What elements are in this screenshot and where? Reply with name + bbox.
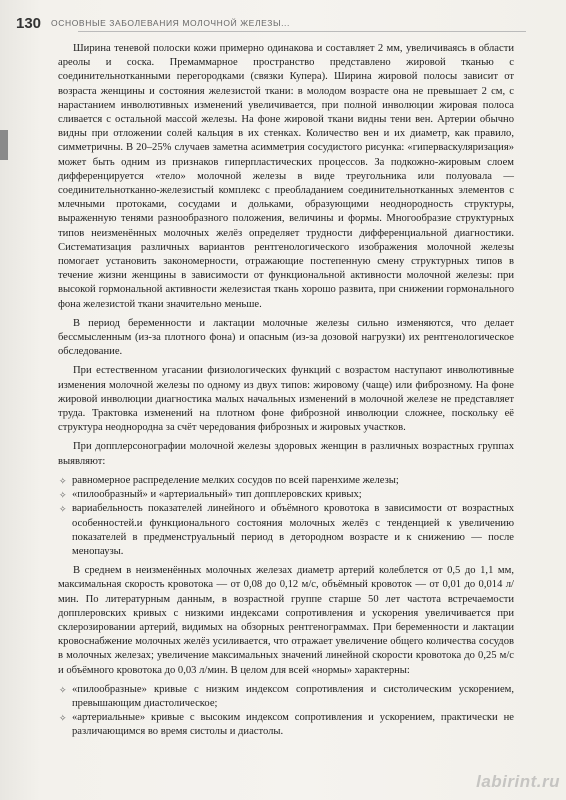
diamond-bullet-icon: ✧ (59, 713, 67, 724)
findings-list-2 (58, 683, 514, 740)
list-item (59, 488, 514, 502)
list-item-text: «артериальные» кривые с высоким индексом сопротивления и ускорением, практически не различающимся во время систолы и диастолы. (72, 712, 514, 738)
diamond-bullet-icon: ✧ (59, 475, 67, 486)
list-item-text: «пилообразные» кривые с низким индексом сопротивления и систолическим ускорением, превышающим диастолическое; (72, 683, 514, 709)
list-item-text: «пилообразный» и «артериальный» тип допплеровских кривых; (72, 489, 362, 501)
body-text (58, 42, 514, 745)
running-title: ОСНОВНЫЕ ЗАБОЛЕВАНИЯ МОЛОЧНОЙ ЖЕЛЕЗЫ... (51, 18, 290, 28)
paragraph-5: В среднем в неизменённых молочных железах диаметр артерий колеблется от 0,5 до 1,1 мм, максимальная скорость кровотока — от 0,08 до 0,12 м/с, объёмный кровоток — от 0,01 до 0,014 л/мин. По литературным данным, в возрастной группе старше 50 лет частота встречаемости допплеровских кривых с низкими индексами сопротивления и ускорения увеличивается при склерозировании артерий, видимых на обзорных рентгенограммах. При беременности и лактации кровоснабжение молочных желёз усиливается, что отражает увеличение общего количества сосудов в молочных железах; увеличение максимальных значений линейной скорости кровотока до 0,25 м/с и объёмного кровотока до 0,03 л/мин. В целом для всей «нормы» характерны: (58, 565, 514, 676)
diamond-bullet-icon: ✧ (59, 504, 67, 515)
list-item (59, 474, 514, 488)
header-divider (78, 31, 526, 32)
list-item (59, 683, 514, 711)
paragraph-2: В период беременности и лактации молочные железы сильно изменяются, что делает бессмысленным (из-за плотного фона) и опасным (из-за дозовой нагрузки) их рентгенологическое обследование. (58, 317, 514, 358)
list-item-text: вариабельность показателей линейного и объёмного кровотока в зависимости от возрастных особенностей.и функционального состояния молочных желёз с тенденцией к увеличению показателей в предменструальный период в детородном возрасте и к снижению — после менопаузы. (72, 503, 514, 557)
diamond-bullet-icon: ✧ (59, 490, 67, 501)
page-edge-tab (0, 130, 8, 160)
paragraph-1: Ширина теневой полоски кожи примерно одинакова и составляет 2 мм, увеличиваясь в области ареолы и соска. Премаммарное пространство представлено жировой тканью с соединительнотканными перегородками (связки Купера). Ширина жировой полосы зависит от возраста женщины и состояния железистой ткани: в молодом возрасте она не превышает 2 см, с нарастанием инволютивных изменений увеличивается, при полной инволюции жировая полоса сливается с остальной массой железы. На фоне жировой ткани видны тени вен. Артерии обычно видны при отложении солей кальция в их стенках. Количество вен и их диаметр, как правило, симметричны. В 20–25% случаев заметна асимметрия сосудистого рисунка: «гиперваскуляризация» может быть одним из признаков гиперпластических процессов. За подкожно-жировым слоем дифференцируется «тело» молочной железы в виде треугольника или полуовала — соединительнотканно-железистый комплекс с преобладанием соединительнотканных элементов с млечными протоками, сосудами и дольками, образующими неоднородность структуры, выраженную тенями разнообразного положения, величины и формы. Многообразие структурных типов неизменённых молочных желёз определяет трудности дифференциальной диагностики. Систематизация различных вариантов рентгенологического изображения молочной железы помогает установить закономерности, отражающие постепенную смену структурных типов в течение жизни женщины в зависимости от функциональной активности молочной железы: при высокой гормональной активности железистая ткань хорошо развита, при снижении гормонального фона железистой ткани значительно меньше. (58, 43, 514, 310)
list-item (59, 711, 514, 739)
diamond-bullet-icon: ✧ (59, 684, 67, 695)
page-number: 130 (16, 14, 42, 32)
paragraph-3: При естественном угасании физиологических функций с возрастом наступают инволютивные изменения молочной железы по одному из двух типов: жировому (чаще) или фиброзному. На фоне жировой инволюции диагностика малых начальных изменений в молочной железе не представляет труда. Трактовка изменений на плотном фоне фиброзной инволюции сложнее, поскольку её структура неоднородна за счёт чередования фиброзных и жировых участков. (58, 365, 514, 434)
page-header (16, 14, 556, 32)
findings-list-1 (58, 474, 514, 559)
paragraph-4: При допплерсонографии молочной железы здоровых женщин в различных возрастных группах выявляют: (58, 441, 514, 467)
watermark: labirint.ru (476, 772, 560, 791)
list-item-text: равномерное распределение мелких сосудов по всей паренхиме железы; (72, 474, 399, 486)
list-item (59, 502, 514, 559)
